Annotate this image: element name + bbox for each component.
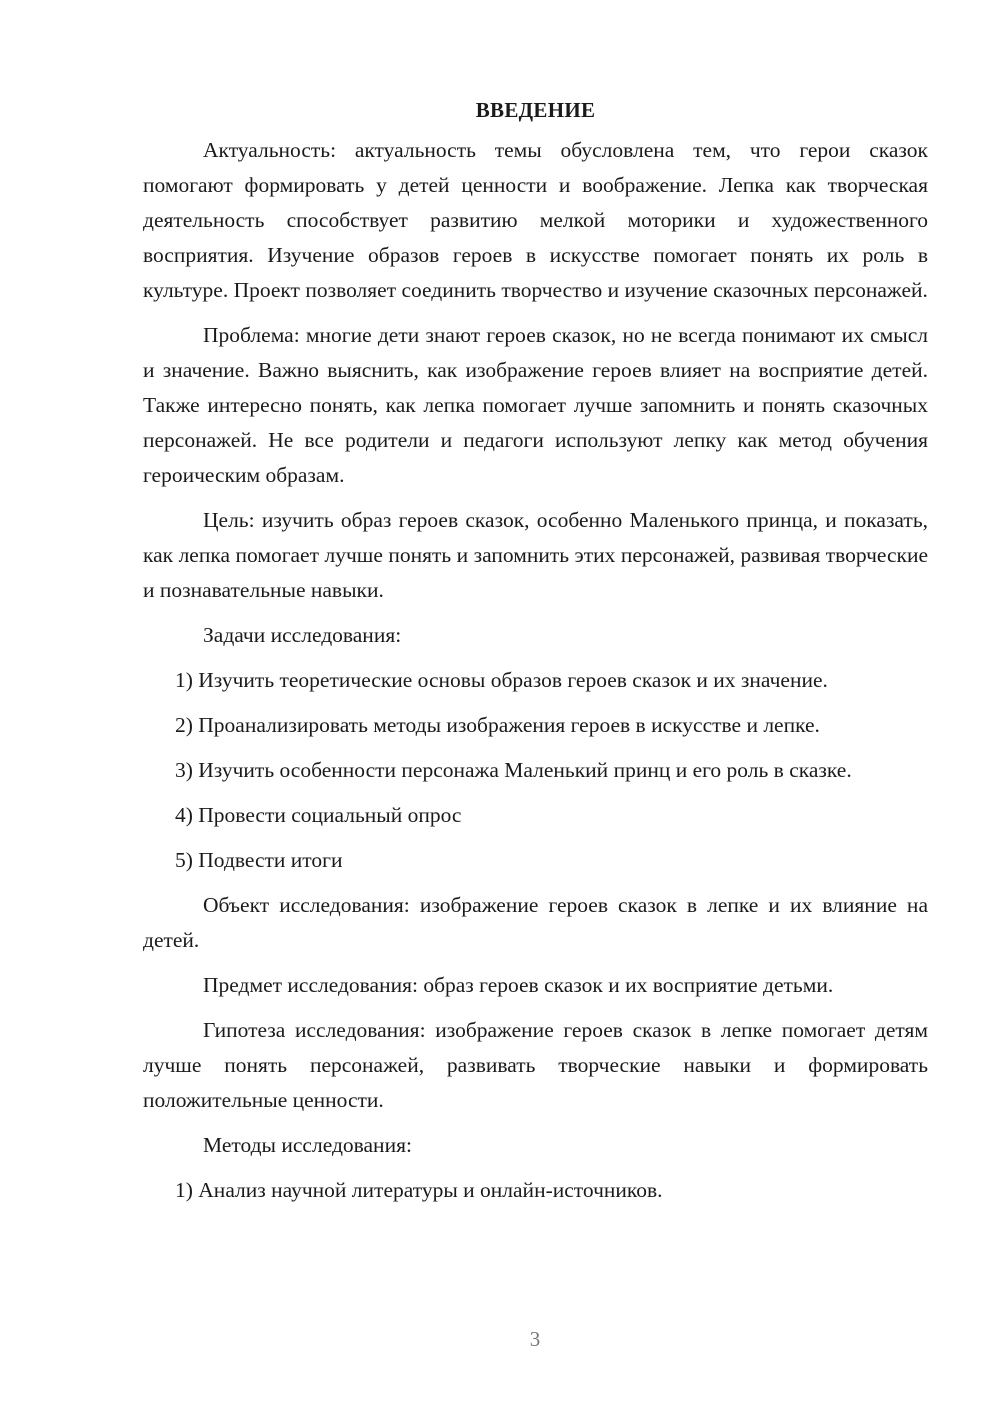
- paragraph-tasks-heading: Задачи исследования:: [203, 623, 402, 647]
- paragraph-subject: Предмет исследования: образ героев сказок и их восприятие детьми.: [203, 973, 834, 997]
- paragraph-relevance: Актуальность: актуальность темы обусловлена тем, что герои сказок помогают формировать у детей ценности и воображение. Лепка как творческая деятельность способствует развитию мелкой моторики и художественного восприятия. Изучение образов героев в искусстве помогает понять их роль в культуре. Проект позволяет соединить творчество и изучение сказочных персонажей.: [143, 138, 928, 302]
- paragraph-hypothesis: Гипотеза исследования: изображение героев сказок в лепке помогает детям лучше понять персонажей, развивать творческие навыки и формировать положительные ценности.: [143, 1018, 928, 1112]
- paragraph-problem: Проблема: многие дети знают героев сказок, но не всегда понимают их смысл и значение. Важно выяснить, как изображение героев влияет на восприятие детей. Также интересно понять, как лепка помогает лучше запомнить и понять сказочных персонажей. Не все родители и педагоги используют лепку как метод обучения героическим образам.: [143, 323, 928, 487]
- document-body: [143, 96, 928, 1218]
- list-item-task-5: 5) Подвести итоги: [175, 848, 343, 872]
- paragraph-goal: Цель: изучить образ героев сказок, особенно Маленького принца, и показать, как лепка помогает лучше понять и запомнить этих персонажей, развивая творческие и познавательные навыки.: [143, 508, 928, 602]
- list-item-method-1: 1) Анализ научной литературы и онлайн-источников.: [175, 1178, 663, 1202]
- page-number: 3: [529, 1327, 541, 1351]
- list-item-task-2: 2) Проанализировать методы изображения героев в искусстве и лепке.: [175, 713, 820, 737]
- list-item-task-1: 1) Изучить теоретические основы образов героев сказок и их значение.: [175, 668, 828, 692]
- list-item-task-3: 3) Изучить особенности персонажа Маленький принц и его роль в сказке.: [175, 758, 852, 782]
- paragraph-object: Объект исследования: изображение героев сказок в лепке и их влияние на детей.: [143, 893, 928, 952]
- list-item-task-4: 4) Провести социальный опрос: [175, 803, 462, 827]
- paragraph-methods-heading: Методы исследования:: [203, 1133, 412, 1157]
- page-title: ВВЕДЕНИЕ: [475, 98, 596, 122]
